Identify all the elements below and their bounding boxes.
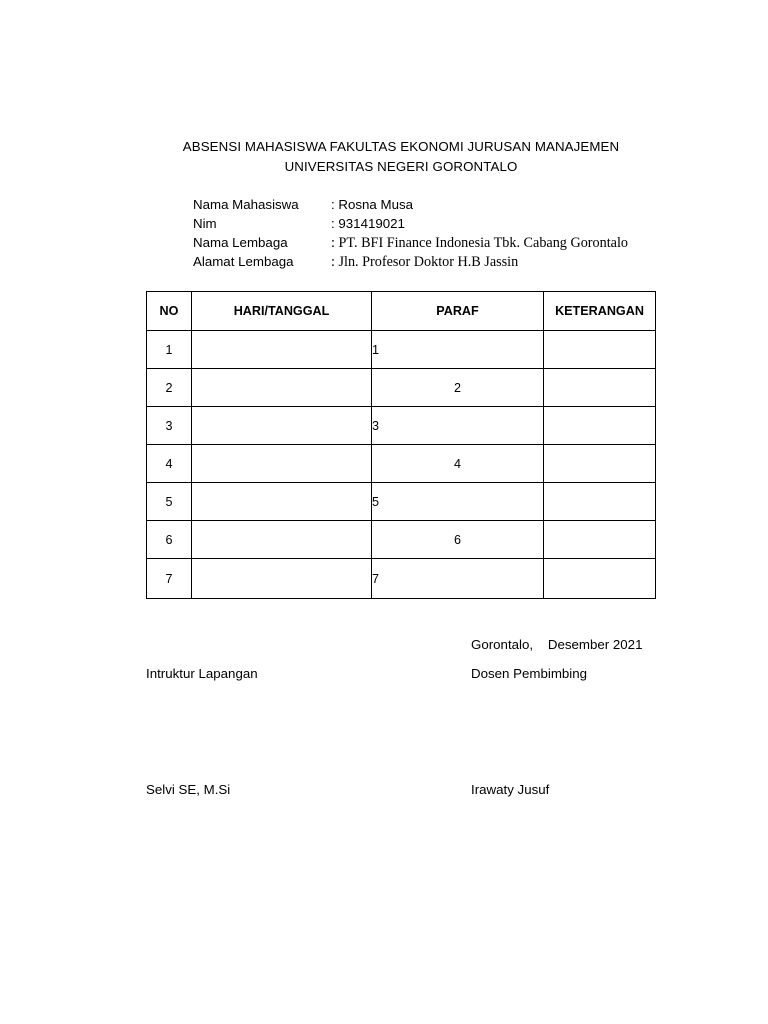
info-value-alamat-lembaga: : Jln. Profesor Doktor H.B Jassin (331, 254, 519, 270)
cell-no: 7 (147, 559, 192, 599)
signer-name-instructor: Selvi SE, M.Si (146, 782, 231, 797)
cell-paraf: 3 (372, 407, 544, 445)
signer-role-instructor: Intruktur Lapangan (146, 666, 258, 681)
cell-hari-tanggal (192, 369, 372, 407)
signer-role-supervisor: Dosen Pembimbing (471, 666, 588, 681)
table-row (147, 445, 656, 483)
info-value-nama-mahasiswa: : Rosna Musa (331, 197, 414, 212)
table-row (147, 331, 656, 369)
cell-no: 6 (147, 521, 192, 559)
cell-hari-tanggal (192, 445, 372, 483)
cell-no: 5 (147, 483, 192, 521)
table-header-row (147, 292, 656, 331)
cell-hari-tanggal (192, 483, 372, 521)
info-value-nim: : 931419021 (331, 216, 405, 231)
column-header-hari-tanggal: HARI/TANGGAL (192, 292, 372, 331)
info-label-nama-lembaga: Nama Lembaga (193, 235, 288, 250)
cell-hari-tanggal (192, 521, 372, 559)
cell-no: 3 (147, 407, 192, 445)
cell-paraf: 7 (372, 559, 544, 599)
table-row (147, 369, 656, 407)
cell-paraf: 1 (372, 331, 544, 369)
table-row (147, 483, 656, 521)
cell-no: 4 (147, 445, 192, 483)
cell-keterangan (544, 521, 656, 559)
cell-keterangan (544, 331, 656, 369)
attendance-table (146, 291, 656, 599)
cell-hari-tanggal (192, 331, 372, 369)
table-row (147, 407, 656, 445)
info-value-nama-lembaga: : PT. BFI Finance Indonesia Tbk. Cabang Gorontalo (331, 235, 628, 251)
cell-hari-tanggal (192, 559, 372, 599)
cell-keterangan (544, 559, 656, 599)
cell-keterangan (544, 407, 656, 445)
cell-no: 2 (147, 369, 192, 407)
info-label-alamat-lembaga: Alamat Lembaga (193, 254, 294, 269)
table-row (147, 521, 656, 559)
cell-paraf: 5 (372, 483, 544, 521)
document-title-line-1: ABSENSI MAHASISWA FAKULTAS EKONOMI JURUSAN MANAJEMEN (182, 139, 620, 154)
cell-hari-tanggal (192, 407, 372, 445)
cell-keterangan (544, 369, 656, 407)
table-row (147, 559, 656, 599)
column-header-no: NO (147, 292, 192, 331)
cell-paraf: 2 (372, 369, 544, 407)
cell-paraf: 6 (372, 521, 544, 559)
info-label-nama-mahasiswa: Nama Mahasiswa (193, 197, 299, 212)
cell-keterangan (544, 445, 656, 483)
column-header-keterangan: KETERANGAN (544, 292, 656, 331)
place-date: Gorontalo, Desember 2021 (471, 637, 643, 652)
document-title-line-2: UNIVERSITAS NEGERI GORONTALO (284, 159, 518, 174)
column-header-paraf: PARAF (372, 292, 544, 331)
cell-keterangan (544, 483, 656, 521)
info-label-nim: Nim (193, 216, 217, 231)
cell-no: 1 (147, 331, 192, 369)
cell-paraf: 4 (372, 445, 544, 483)
signer-name-supervisor: Irawaty Jusuf (471, 782, 550, 797)
